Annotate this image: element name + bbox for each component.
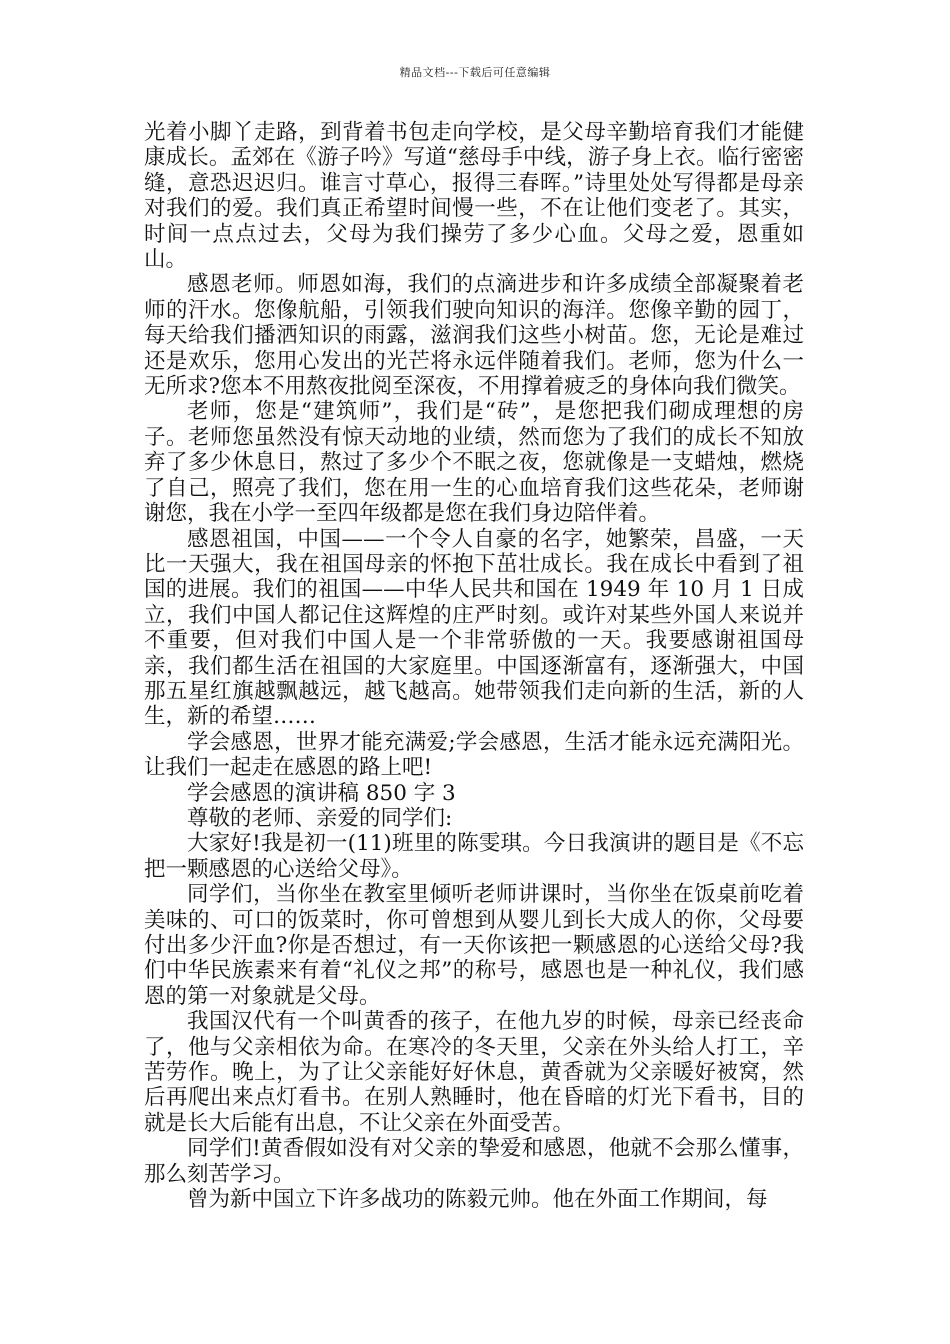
paragraph-parents-love: 光着小脚丫走路，到背着书包走向学校，是父母辛勤培育我们才能健康成长。孟郊在《游子吟》写道“慈母手中线，游子身上衣。临行密密缝，意恐迟迟归。谁言寸草心，报得三春晖。”诗里处处写得都是母亲对我们的爱。我们真正希望时间慢一些，不在让他们变老了。其实，时间一点点过去，父母为我们操劳了多少心血。父母之爱，恩重如山。 — [144, 120, 804, 273]
salutation: 尊敬的老师、亲爱的同学们: — [187, 805, 453, 831]
paragraph-classmates: 同学们，当你坐在教室里倾听老师讲课时，当你坐在饭桌前吃着美味的、可口的饭菜时，你可曾想到从婴儿到长大成人的你，父母要付出多少汗血?你是否想过，有一天你该把一颗感恩的心送给父母?我们中华民族素来有着“礼仪之邦”的称号，感恩也是一种礼仪，我们感恩的第一对象就是父母。 — [144, 882, 804, 1009]
document-body — [144, 120, 804, 1212]
paragraph-thank-teacher: 感恩老师。师恩如海，我们的点滴进步和许多成绩全部凝聚着老师的汗水。您像航船，引领我们驶向知识的海洋。您像辛勤的园丁，每天给我们播洒知识的雨露，滋润我们这些小树苗。您，无论是难过还是欢乐，您用心发出的光芒将永远伴随着我们。老师，您为什么一无所求?您本不用熬夜批阅至深夜，不用撑着疲乏的身体向我们微笑。 — [144, 272, 804, 400]
paragraph-thank-motherland: 感恩祖国，中国——一个令人自豪的名字，她繁荣，昌盛，一天比一天强大，我在祖国母亲的怀抱下茁壮成长。我在成长中看到了祖国的进展。我们的祖国——中华人民共和国在 1949 年 10 月 1 日成立，我们中国人都记住这辉煌的庄严时刻。或许对某些外国人来说并不重要，但对我们中国人是一个非常骄傲的一天。我要感谢祖国母亲，我们都生活在祖国的大家庭里。中国逐渐富有，逐渐强大，中国那五星红旗越飘越远，越飞越高。她带领我们走向新的生活，新的人生，新的希望…… — [144, 526, 804, 730]
paragraph-teacher-architect: 老师，您是“建筑师”，我们是“砖”，是您把我们砌成理想的房子。老师您虽然没有惊天动地的业绩，然而您为了我们的成长不知放弃了多少休息日，熬过了多少个不眠之夜，您就像是一支蜡烛，燃烧了自己，照亮了我们，您在用一生的心血培育我们这些花朵，老师谢谢您，我在小学一至四年级都是您在我们身边陪伴着。 — [144, 399, 804, 527]
paragraph-huang-xiang-lesson: 同学们!黄香假如没有对父亲的挚爱和感恩，他就不会那么懂事，那么刻苦学习。 — [144, 1136, 804, 1187]
paragraph-chen-yi: 曾为新中国立下许多战功的陈毅元帅。他在外面工作期间，每 — [187, 1187, 768, 1213]
paragraph-self-intro: 大家好!我是初一(11)班里的陈雯琪。今日我演讲的题目是《不忘把一颗感恩的心送给父母》。 — [144, 831, 804, 882]
paragraph-learn-gratitude: 学会感恩，世界才能充满爱;学会感恩，生活才能永远充满阳光。让我们一起走在感恩的路上吧! — [144, 729, 804, 781]
section-title: 学会感恩的演讲稿 850 字 3 — [187, 780, 456, 806]
page-header: 精品文档---下载后可任意编辑 — [399, 66, 551, 79]
paragraph-huang-xiang: 我国汉代有一个叫黄香的孩子，在他九岁的时候，母亲已经丧命了，他与父亲相依为命。在寒冷的冬天里，父亲在外头给人打工，辛苦劳作。晚上，为了让父亲能好好休息，黄香就为父亲暖好被窝，然后再爬出来点灯看书。在别人熟睡时，他在昏暗的灯光下看书，目的就是长大后能有出息，不让父亲在外面受苦。 — [144, 1009, 804, 1136]
